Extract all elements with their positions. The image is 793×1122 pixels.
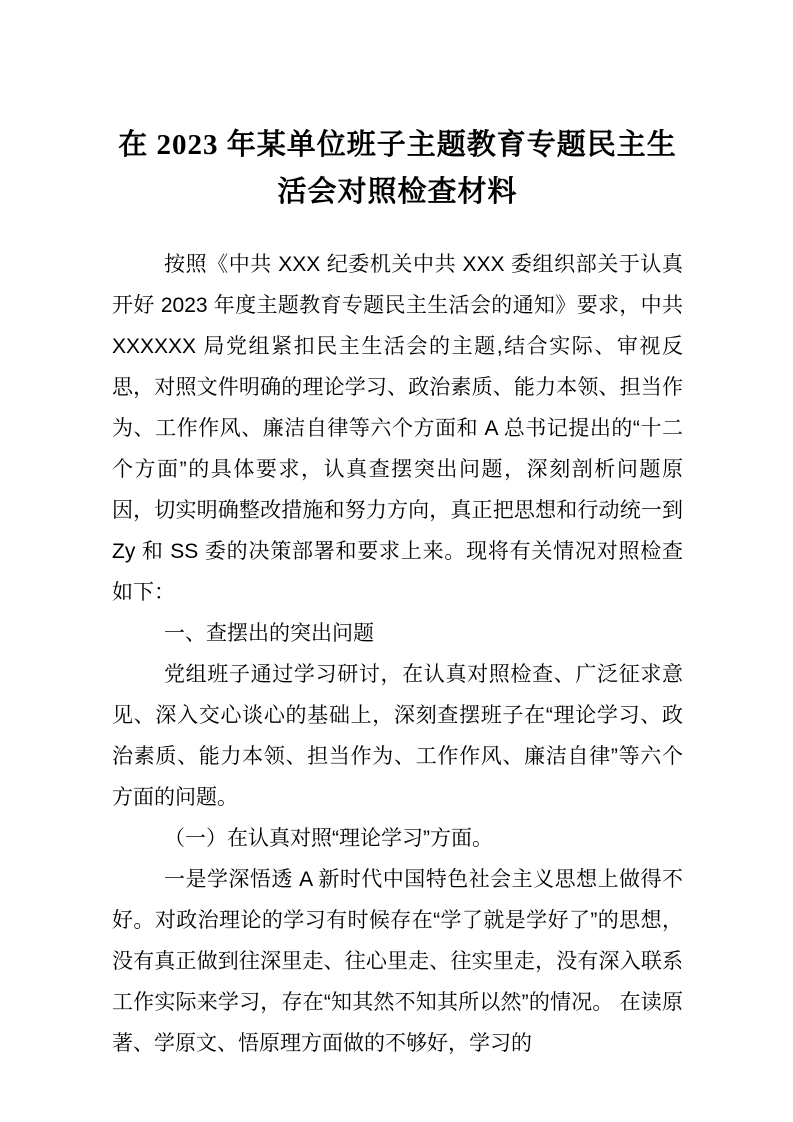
paragraph-intro: 按照《中共 XXX 纪委机关中共 XXX 委组织部关于认真开好 2023 年度主题教育专题民主生活会的通知》要求，中共 XXXXXX 局党组紧扣民主生活会的主题,结合实际、审视反思，对照文件明确的理论学习、政治素质、能力本领、担当作为、工作作风、廉洁自律等六个方面和 A 总书记提出的“十二个方面”的具体要求，认真查摆突出问题，深刻剖析问题原因，切实明确整改措施和努力方向，真正把思想和行动统一到 Zy 和 SS 委的决策部署和要求上来。现将有关情况对照检查如下： <box>112 253 683 604</box>
heading-section-1: 一、查摆出的突出问题 <box>164 622 374 645</box>
paragraph-subsection-1-1-body: 一是学深悟透 A 新时代中国特色社会主义思想上做得不好。对政治理论的学习有时候存在“学了就是学好了”的思想，没有真正做到往深里走、往心里走、往实里走，没有深入联系工作实际来学习，存在“知其然不知其所以然”的情况。 在读原著、学原文、悟原理方面做的不够好，学习的 <box>112 868 683 1055</box>
document-title: 在 2023 年某单位班子主题教育专题民主生活会对照检查材料 <box>118 129 677 208</box>
heading-subsection-1-1: （一）在认真对照“理论学习”方面。 <box>164 827 493 850</box>
paragraph-section-1-body: 党组班子通过学习研讨，在认真对照检查、广泛征求意见、深入交心谈心的基础上，深刻查摆班子在“理论学习、政治素质、能力本领、担当作为、工作作风、廉洁自律”等六个方面的问题。 <box>112 663 683 809</box>
